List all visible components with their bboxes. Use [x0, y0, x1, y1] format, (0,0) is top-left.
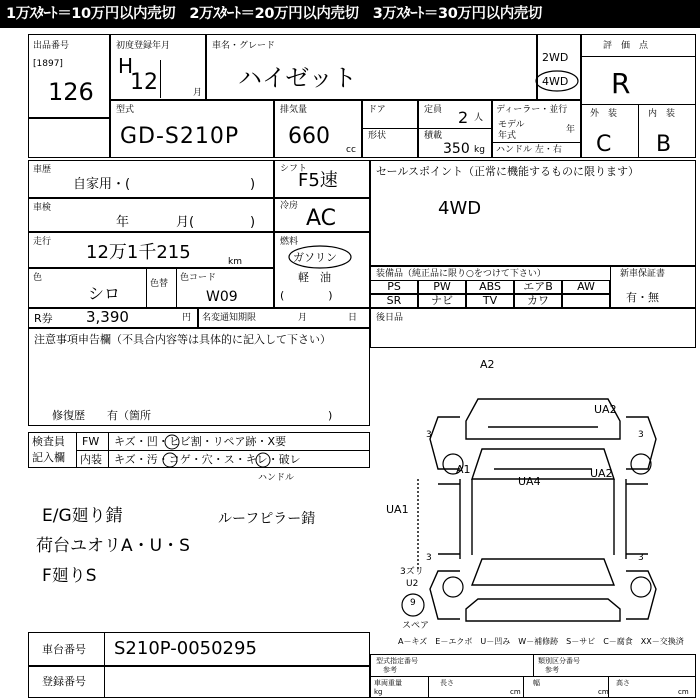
shift-label: シフト — [280, 164, 308, 174]
tax-notice-month: 月 — [298, 313, 308, 323]
load-unit: kg — [474, 145, 485, 155]
inspector-label2: 記入欄 — [32, 451, 65, 464]
bottom-cm3: cm — [678, 688, 689, 696]
diag-3-tl: 3 — [426, 430, 432, 440]
color-code-value: W09 — [206, 289, 238, 305]
diag-9: 9 — [410, 598, 416, 608]
diag-ua2-top: UA2 — [594, 403, 617, 416]
fuel-opt1: ガソリン — [293, 251, 337, 264]
inspector-label1: 検査員 — [32, 435, 65, 448]
displacement-label: 排気量 — [280, 105, 308, 115]
diag-3zuri: 3ズリ — [400, 567, 424, 577]
chassis-label: 車台番号 — [42, 643, 86, 656]
inspector-circles — [148, 432, 288, 468]
diag-u2: U2 — [406, 579, 419, 589]
chassis-value: S210P-0050295 — [114, 638, 257, 659]
banner: 1万ｽﾀｰﾄ＝10万円以内売切 2万ｽﾀｰﾄ＝20万円以内売切 3万ｽﾀｰﾄ＝30万円以内売切 — [0, 0, 700, 28]
diag-3-br: 3 — [638, 553, 644, 563]
tax-notice-label: 名変通知期限 — [202, 313, 257, 323]
first-reg-label: 初度登録年月 — [116, 41, 171, 51]
warranty-value: 有・無 — [626, 291, 659, 304]
rating-int: B — [656, 132, 672, 157]
inspector-fw-items: キズ・凹・ヒビ割・リペア跡・X要 — [114, 435, 287, 448]
rating-ext: C — [596, 132, 612, 157]
fuel-paren: ( ) — [280, 289, 333, 302]
history-close: ) — [250, 177, 256, 192]
rating-int-label: 内 装 — [648, 109, 676, 119]
capacity-label: 定員 — [424, 105, 443, 115]
remark-line1: E/G廻り錆 — [42, 506, 123, 526]
fuel-label: 燃料 — [280, 237, 299, 247]
dealer-handle: ハンドル 左・右 — [496, 145, 562, 155]
inspection-label: 車検 — [33, 203, 52, 213]
equipment-item: カワ — [514, 294, 562, 308]
diag-spare: スペア — [402, 621, 430, 631]
inspection-box — [28, 198, 274, 232]
model-label: 型式 — [116, 105, 135, 115]
bottom-c6: 高さ — [616, 679, 630, 687]
recycle-unit: 円 — [182, 313, 192, 323]
after-items-label: 後日品 — [376, 313, 404, 323]
sales-point-label: セールスポイント（正常に機能するものに限ります） — [376, 165, 640, 178]
bottom-c2: 類別区分番号 参考 — [538, 657, 580, 674]
history-value: 自家用・( — [73, 177, 131, 192]
car-name-value: ハイゼット — [238, 64, 357, 92]
inspection-close: ) — [250, 215, 256, 230]
reg-label: 登録番号 — [42, 675, 86, 688]
bottom-c1: 型式指定番号 参考 — [376, 657, 418, 674]
aircon-label: 冷房 — [280, 201, 299, 211]
equipment-item: エアB — [514, 280, 562, 294]
color-label: 色 — [33, 273, 43, 283]
bottom-kg: kg — [374, 688, 383, 696]
exhibit-sub: [1897] — [33, 59, 63, 69]
sales-point-value: 4WD — [438, 198, 482, 219]
inspector-in-items: キズ・汚・コゲ・穴・ス・キレ・破レ — [114, 453, 301, 466]
exhibit-number: 126 — [48, 78, 94, 106]
bottom-c4: 長さ — [440, 679, 454, 687]
drive-2wd: 2WD — [542, 51, 569, 64]
equipment-item: PS — [370, 280, 418, 294]
shape-label: 形状 — [368, 131, 387, 141]
history-label: 車歴 — [33, 165, 52, 175]
diag-a1: A1 — [456, 463, 471, 476]
notes-repair: 修復歴 有（箇所 — [52, 409, 151, 422]
warranty-label: 新車保証書 — [620, 269, 666, 279]
doors-label: ドア — [368, 105, 386, 115]
equipment-item: SR — [370, 294, 418, 308]
drive-4wd-circle — [533, 68, 581, 94]
fuel-opt2: 軽 油 — [298, 271, 331, 284]
displacement-value: 660 — [288, 124, 330, 149]
left-margin-box — [28, 118, 110, 158]
fuel-gasoline-circle — [286, 244, 354, 270]
diag-3-bl: 3 — [426, 553, 432, 563]
mileage-label: 走行 — [33, 237, 52, 247]
inspector-interior: 内装 — [80, 453, 102, 466]
remark-line3: F廻りS — [42, 566, 97, 586]
inspector-note-hw: ハンドル — [258, 473, 295, 483]
capacity-unit: 人 — [474, 113, 484, 123]
remark-line4: ルーフピラー錆 — [218, 511, 316, 527]
after-items-box — [370, 308, 696, 348]
equipment-item: TV — [466, 294, 514, 308]
dealer-year-unit: 年 — [566, 125, 576, 135]
car-name-label: 車名・グレード — [212, 41, 276, 51]
equipment-item: AW — [562, 280, 610, 294]
diag-ua1: UA1 — [386, 503, 409, 516]
inspection-year: 年 — [116, 215, 130, 230]
diag-ua4: UA4 — [518, 475, 541, 488]
load-value: 350 — [443, 141, 470, 157]
recycle-label: R券 — [34, 312, 53, 325]
history-box — [28, 160, 274, 198]
equipment-item: ナビ — [418, 294, 466, 308]
auction-sheet — [28, 34, 696, 698]
drive-4wd: 4WD — [542, 75, 569, 88]
inspection-month: 月( — [176, 215, 195, 230]
equipment-item: ABS — [466, 280, 514, 294]
diag-3-tr: 3 — [638, 430, 644, 440]
bottom-c5: 幅 — [533, 679, 540, 687]
equipment-item: PW — [418, 280, 466, 294]
displacement-unit: cc — [346, 145, 356, 155]
color-code-label: 色コード — [180, 273, 217, 283]
shift-value: F5速 — [298, 170, 338, 191]
bottom-cm2: cm — [598, 688, 609, 696]
load-label: 積載 — [424, 131, 443, 141]
model-value: GD-S210P — [120, 124, 240, 149]
notes-label: 注意事項申告欄（不具合内容等は具体的に記入して下さい） — [34, 333, 331, 346]
inspector-fw: FW — [82, 435, 100, 448]
diag-ua2-right: UA2 — [590, 467, 613, 480]
color-change-label: 色替 — [150, 279, 169, 289]
rating-label: 評 価 点 — [603, 41, 649, 51]
equipment-item — [562, 294, 610, 308]
car-diagram — [398, 359, 688, 629]
legend: A－キズ E－エクボ U－凹み W－補修跡 S－サビ C－腐食 XX－交換済 — [398, 637, 684, 646]
notes-repair-close: ) — [328, 409, 333, 422]
tax-notice-day: 日 — [348, 313, 358, 323]
bottom-cm1: cm — [510, 688, 521, 696]
capacity-value: 2 — [458, 108, 469, 127]
mileage-unit: km — [228, 257, 242, 267]
aircon-value: AC — [306, 206, 337, 231]
bottom-c3: 車両重量 — [374, 679, 402, 687]
exhibit-label: 出品番号 — [33, 41, 70, 51]
dealer-label: ディーラー・並行 — [496, 105, 568, 115]
equipment-label: 装備品（純正品に限り○をつけて下さい） — [376, 269, 546, 279]
remark-line2: 荷台ユオリA・U・S — [36, 536, 190, 556]
first-reg-year: 12 — [130, 70, 158, 95]
rating-score: R — [611, 67, 631, 100]
diag-a2: A2 — [480, 358, 495, 371]
color-value: シロ — [88, 284, 121, 303]
mileage-value: 12万1千215 — [86, 242, 191, 263]
rating-ext-label: 外 装 — [590, 109, 618, 119]
recycle-value: 3,390 — [86, 308, 129, 326]
first-reg-era: H — [118, 54, 134, 78]
dealer-model-year: モデル 年式 — [498, 120, 525, 141]
first-reg-month-unit: 月 — [193, 88, 203, 98]
